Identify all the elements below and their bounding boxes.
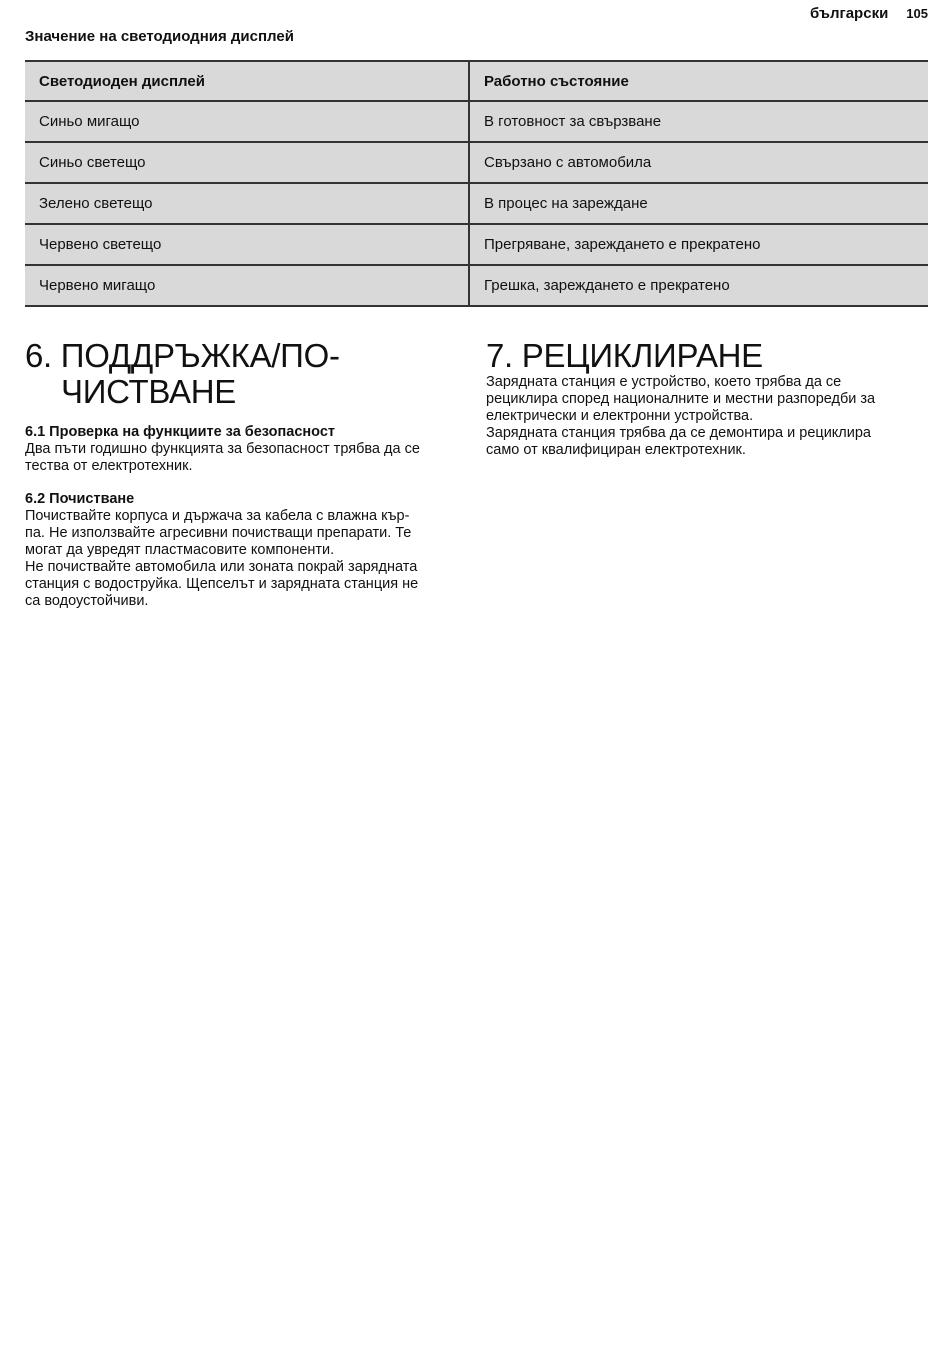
table-header-row	[25, 61, 928, 101]
text-line: Зарядната станция е устройство, което трябва да се	[486, 374, 842, 390]
table-cell-state: Прегряване, зареждането е прекратено	[469, 224, 928, 265]
table-row	[25, 224, 928, 265]
led-status-table	[25, 60, 928, 307]
table-title: Значение на светодиодния дисплей	[25, 28, 294, 45]
section-maintenance	[25, 338, 465, 610]
section-recycling	[486, 338, 926, 459]
table-row	[25, 101, 928, 142]
table-cell-state: В процес на зареждане	[469, 183, 928, 224]
text-line: станция с водоструйка. Щепселът и зарядната станция не	[25, 576, 419, 592]
table-cell-led: Червено мигащо	[25, 265, 469, 306]
table-row	[25, 265, 928, 306]
subsection-6-2	[25, 491, 465, 610]
table-row	[25, 142, 928, 183]
table-cell-led: Синьо мигащо	[25, 101, 469, 142]
text-line: Не почиствайте автомобила или зоната покрай зарядната	[25, 559, 418, 575]
table-row	[25, 183, 928, 224]
table-cell-state: В готовност за свързване	[469, 101, 928, 142]
language-label: български	[809, 5, 889, 22]
text-line: могат да увредят пластмасовите компоненти.	[25, 542, 335, 558]
text-line: Два пъти годишно функцията за безопасност трябва да се	[25, 441, 420, 457]
subsection-6-1-title: 6.1 Проверка на функциите за безопасност	[25, 424, 335, 440]
section-6-heading-line2: ЧИСТВАНЕ	[61, 373, 236, 410]
section-7-heading: 7. РЕЦИКЛИРАНЕ	[486, 337, 763, 374]
column-header-operating-state: Работно състояние	[469, 61, 928, 101]
table-cell-led: Зелено светещо	[25, 183, 469, 224]
text-line: Зарядната станция трябва да се демонтира и рециклира	[486, 425, 871, 441]
section-7-text	[486, 374, 926, 459]
text-line: електрически и електронни устройства.	[486, 408, 754, 424]
page-number: 105	[906, 6, 928, 21]
text-line: па. Не използвайте агресивни почистващи препарати. Те	[25, 525, 412, 541]
subsection-6-2-text	[25, 508, 465, 610]
text-line: само от квалифициран електротехник.	[486, 442, 746, 458]
text-line: са водоустойчиви.	[25, 593, 149, 609]
subsection-6-1-text	[25, 441, 465, 475]
text-line: Почиствайте корпуса и държача за кабела с влажна кър-	[25, 508, 410, 524]
table-cell-state: Грешка, зареждането е прекратено	[469, 265, 928, 306]
subsection-6-1	[25, 424, 465, 475]
text-line: рециклира според националните и местни разпоредби за	[486, 391, 876, 407]
section-6-heading-line1: 6. ПОДДРЪЖКА/ПО-	[25, 337, 340, 374]
subsection-6-2-title: 6.2 Почистване	[25, 491, 135, 507]
text-line: тества от електротехник.	[25, 458, 193, 474]
table-cell-led: Червено светещо	[25, 224, 469, 265]
column-header-led-display: Светодиоден дисплей	[25, 61, 469, 101]
page-header	[810, 5, 928, 22]
section-6-heading	[25, 338, 465, 410]
table-cell-led: Синьо светещо	[25, 142, 469, 183]
table-cell-state: Свързано с автомобила	[469, 142, 928, 183]
